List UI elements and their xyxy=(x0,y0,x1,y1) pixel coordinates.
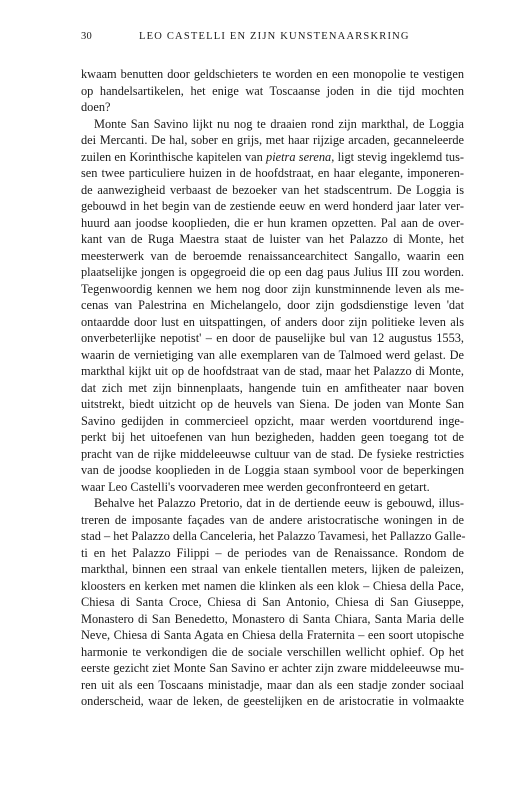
text-line: waar Leo Castelli's voorvaderen mee werden geconfronteerd en getart. xyxy=(81,479,430,494)
text-line: gebouwd in het begin van de zestiende eeuw en werd honderd jaar later ver- xyxy=(81,199,464,213)
text-line: eerste gezicht ziet Monte San Savino er achter zijn zware middeleeuwse mu- xyxy=(81,661,464,675)
text-line: ti en het Palazzo Filippi – de periodes van de Renaissance. Rondom de xyxy=(81,545,464,560)
text-line: doen? xyxy=(81,100,111,114)
text-line: Monastero di San Benedetto, Monastero di Santa Chiara, Santa Maria delle xyxy=(81,611,464,626)
text-line: dat zich met zijn binnenplaats, hangende tuin en amfitheater naar boven xyxy=(81,380,464,395)
text-line: op handelsartikelen, het enige wat Toscaanse joden in die tijd mochten xyxy=(81,83,464,98)
text-line: perkt bij het uitoefenen van hun bezigheden, hadden geen toegang tot de xyxy=(81,430,464,444)
text-line: markthal kijkt uit op de hoofdstraat van de stad, maar het Palazzo di Monte, xyxy=(81,364,464,378)
text-line: waarin de vernietiging van alle exemplaren van de Talmoed werd gelast. De xyxy=(81,347,464,362)
text-line: meesterwerk van de beroemde renaissancearchitect Sangallo, waarin een xyxy=(81,248,464,263)
text-line: Behalve het Palazzo Pretorio, dat in de dertiende eeuw is gebouwd, illus- xyxy=(94,496,464,510)
text-line: de aanwezigheid verbaast de bezoeker van het stadscentrum. De Loggia is xyxy=(81,182,464,197)
text-line: Neve, Chiesa di Santa Agata en Chiesa della Fraternita – een soort utopische xyxy=(81,628,464,642)
text-line: kant van de Ruga Maestra staat de luister van het Palazzo di Monte, het xyxy=(81,232,464,246)
text-line: harmonie te verkondigen die de sociale verschillen wellicht ophief. Op het xyxy=(81,644,464,659)
text-line: uitstrekt, biedt uitzicht op de heuvels van Siena. De joden van Monte San xyxy=(81,397,464,411)
text-line: stad – het Palazzo della Canceleria, het Palazzo Tavamesi, het Pallazzo Galle- xyxy=(81,529,466,543)
text-line: Chiesa di Santa Croce, Chiesa di San Antonio, Chiesa di San Giuseppe, xyxy=(81,595,464,609)
text-line: onverbeterlijke nepotist' – en door de pauselijke bul van 12 augustus 1553, xyxy=(81,331,464,345)
paragraph xyxy=(81,66,464,116)
text-line: sen twee particuliere huizen in de hoofdstraat, en haar elegante, imponeren- xyxy=(81,166,464,180)
text-line: Savino gedijden in commercieel opzicht, maar werden voortdurend inge- xyxy=(81,413,464,428)
text-line: treren de imposante façades van de andere aristocratische woningen in de xyxy=(81,512,464,527)
text-line: ontaardde door lust en uitspattingen, of anders door zijn politieke leven als xyxy=(81,314,464,329)
text-line: Tegenwoordig kennen we hem nog door zijn kunstminnende leven als me- xyxy=(81,281,464,296)
text-line: plaatselijke jongen is opgegroeid die op een dag paus Julius III zou worden. xyxy=(81,265,464,279)
text-line: dei Mercanti. De hal, sober en grijs, met haar rijzige arcaden, gecanneleerde xyxy=(81,133,464,147)
text-line: kwaam benutten door geldschieters te worden en een monopolie te vestigen xyxy=(81,67,464,81)
running-title: LEO CASTELLI EN ZIJN KUNSTENAARSKRING xyxy=(139,31,410,42)
body-text xyxy=(81,66,464,710)
text-line: onderscheid, waar de leken, de geestelijken en de aristocratie in volmaakte xyxy=(81,694,464,708)
text-line: Monte San Savino lijkt nu nog te draaien rond zijn markthal, de Loggia xyxy=(94,116,464,131)
text-line: huurd aan joodse kooplieden, die er hun kramen opzetten. Pal aan de over- xyxy=(81,215,464,230)
text-line: van de joodse kooplieden in de Loggia staan symbool voor de beperkingen xyxy=(81,463,464,477)
text-line: kloosters en kerken met namen die klinken als een klok – Chiesa della Pace, xyxy=(81,578,464,593)
text-line: markthal, binnen een straal van enkele tientallen meters, lijken de paleizen, xyxy=(81,562,464,576)
paragraph xyxy=(81,495,464,710)
text-line: cenas van Palestrina en Michelangelo, door zijn godsdienstige leven 'dat xyxy=(81,298,464,312)
text-line: ren uit als een Toscaans ministadje, maar dan als een stadje zonder sociaal xyxy=(81,677,464,692)
page-number: 30 xyxy=(81,31,93,42)
italic-term: pietra serena xyxy=(266,149,332,164)
text-line: pracht van de rijke middeleeuwse cultuur van de stad. De fysieke restricties xyxy=(81,446,464,461)
text-line: zuilen en Korinthische kapitelen van pietra serena, ligt stevig ingeklemd tus- xyxy=(81,149,464,164)
paragraph xyxy=(81,116,464,496)
